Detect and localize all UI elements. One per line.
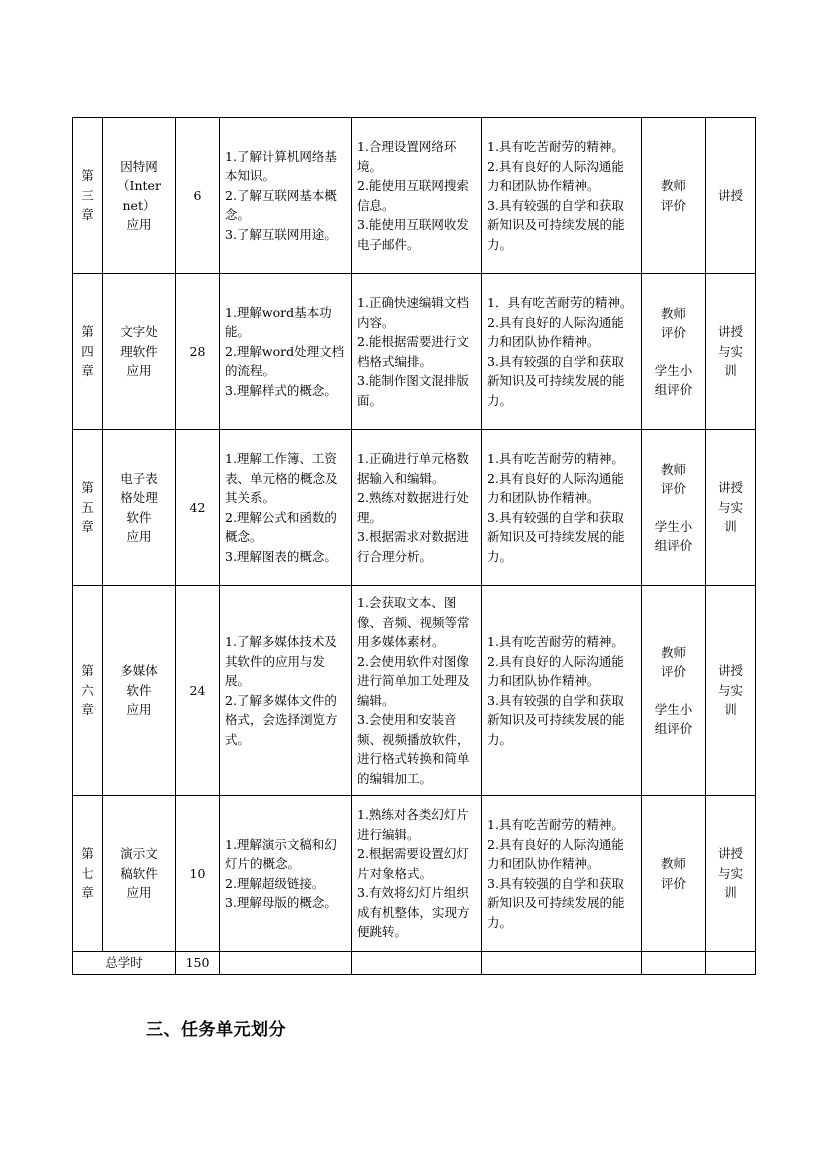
evaluation-line: 教师 (660, 178, 686, 193)
total-hours: 150 (176, 952, 220, 975)
knowledge-item: 3.了解互联网用途。 (225, 226, 337, 242)
knowledge-item: 2.理解超级链接。 (225, 875, 325, 891)
total-empty-cell (482, 952, 642, 975)
skill-goals (352, 118, 482, 274)
skill-item: 3.能制作图文混排版面。 (357, 373, 469, 408)
evaluation-line: 评价 (660, 197, 686, 213)
knowledge-goals (220, 430, 352, 586)
chapter-hours: 42 (176, 430, 220, 586)
method-line: 训 (724, 885, 737, 901)
knowledge-item: 3.理解样式的概念。 (225, 382, 337, 398)
total-empty-cell (352, 952, 482, 975)
evaluation-line: 教师 (660, 644, 686, 660)
method-line: 讲授 (717, 846, 743, 862)
quality-item: 1．具有吃苦耐劳的精神。 (487, 295, 633, 310)
knowledge-item: 2.理解word处理文档的流程。 (225, 343, 345, 379)
evaluation-line: 学生小 (654, 362, 693, 378)
chapter-name (103, 796, 176, 952)
teaching-method (706, 274, 756, 430)
chapter-name-line: 文字处 (120, 324, 158, 340)
evaluation-line: 组评价 (654, 382, 693, 397)
skill-item: 1.熟练对各类幻灯片进行编辑。 (357, 807, 469, 842)
quality-item: 3.具有较强的自学和获取新知识及可持续发展的能力。 (487, 692, 625, 747)
method-line: 训 (724, 702, 737, 718)
knowledge-item: 1.理解word基本功能。 (225, 304, 332, 340)
chapter-hours: 6 (176, 118, 220, 274)
quality-goals (482, 796, 642, 952)
line-gap (647, 499, 700, 517)
chapter-char: 四 (81, 343, 94, 359)
skill-item: 2.会使用软件对图像进行简单加工处理及编辑。 (357, 653, 470, 708)
knowledge-item: 2.了解多媒体文件的格式，会选择浏览方式。 (225, 692, 338, 747)
skill-goals (352, 274, 482, 430)
knowledge-item: 2.了解互联网基本概念。 (225, 187, 337, 223)
quality-goals (482, 586, 642, 796)
method-line: 讲授 (717, 480, 743, 496)
method-line: 讲授 (717, 324, 743, 340)
skill-item: 2.能根据需要进行文档格式编排。 (357, 334, 469, 369)
line-gap (647, 343, 700, 361)
chapter-char: 章 (81, 207, 94, 223)
evaluation-line: 评价 (660, 325, 686, 340)
chapter-char: 六 (81, 682, 94, 698)
chapter-char: 章 (81, 363, 94, 379)
total-empty-cell (706, 952, 756, 975)
skill-goals (352, 430, 482, 586)
method-line: 讲授 (717, 187, 743, 203)
teaching-method (706, 430, 756, 586)
table-body (73, 118, 756, 975)
quality-item: 1.具有吃苦耐劳的精神。 (487, 634, 624, 649)
chapter-row (73, 274, 756, 430)
quality-item: 1.具有吃苦耐劳的精神。 (487, 139, 624, 154)
chapter-number (73, 430, 103, 586)
evaluation-method (642, 118, 706, 274)
chapter-name-line: （Inter (117, 178, 161, 193)
chapter-char: 五 (81, 499, 94, 515)
method-line: 训 (724, 519, 737, 535)
section-heading: 三、任务单元划分 (146, 1020, 286, 1040)
total-empty-cell (220, 952, 352, 975)
chapter-char: 第 (81, 480, 94, 496)
knowledge-goals (220, 118, 352, 274)
skill-item: 2.熟练对数据进行处理。 (357, 490, 469, 525)
method-line: 与实 (717, 682, 743, 698)
chapter-name (103, 586, 176, 796)
total-label: 总学时 (73, 952, 176, 975)
chapter-char: 章 (81, 702, 94, 718)
chapter-number (73, 118, 103, 274)
chapter-name-line: net） (122, 197, 156, 213)
knowledge-goals (220, 796, 352, 952)
chapter-name-line: 电子表 (120, 470, 158, 486)
method-line: 与实 (717, 499, 743, 515)
evaluation-line: 教师 (660, 461, 686, 477)
evaluation-method (642, 796, 706, 952)
skill-goals (352, 796, 482, 952)
chapter-char: 第 (81, 168, 94, 184)
quality-item: 1.具有吃苦耐劳的精神。 (487, 817, 624, 832)
skill-item: 1.合理设置网络环境。 (357, 139, 457, 174)
skill-item: 3.能使用互联网收发电子邮件。 (357, 217, 469, 252)
chapter-name-line: 应用 (126, 885, 152, 901)
quality-item: 2.具有良好的人际沟通能力和团队协作精神。 (487, 470, 624, 505)
quality-item: 3.具有较强的自学和获取新知识及可持续发展的能力。 (487, 509, 625, 564)
chapter-name-line: 应用 (126, 702, 152, 718)
chapter-name-line: 多媒体 (120, 663, 158, 679)
chapter-number (73, 796, 103, 952)
quality-goals (482, 118, 642, 274)
quality-goals (482, 274, 642, 430)
quality-item: 2.具有良好的人际沟通能力和团队协作精神。 (487, 653, 624, 688)
evaluation-line: 教师 (660, 856, 686, 871)
teaching-method (706, 586, 756, 796)
chapter-name-line: 演示文 (120, 846, 158, 862)
skill-item: 1.会获取文本、图像、音频、视频等常用多媒体素材。 (357, 595, 470, 649)
chapter-char: 第 (81, 663, 94, 679)
skill-item: 3.会使用和安装音频、视频播放软件，进行格式转换和简单的编辑加工。 (357, 712, 470, 786)
line-gap (647, 682, 700, 700)
skill-item: 3.有效将幻灯片组织成有机整体，实现方便跳转。 (357, 885, 470, 940)
method-line: 讲授 (717, 663, 743, 679)
method-line: 与实 (717, 865, 743, 881)
chapter-row (73, 118, 756, 274)
quality-item: 3.具有较强的自学和获取新知识及可持续发展的能力。 (487, 197, 625, 252)
quality-item: 2.具有良好的人际沟通能力和团队协作精神。 (487, 158, 624, 193)
knowledge-goals (220, 586, 352, 796)
method-line: 与实 (717, 343, 743, 359)
chapter-row (73, 586, 756, 796)
method-line: 训 (724, 363, 737, 379)
knowledge-item: 2.理解公式和函数的概念。 (225, 509, 337, 544)
quality-item: 1.具有吃苦耐劳的精神。 (487, 451, 624, 466)
knowledge-goals (220, 274, 352, 430)
quality-item: 2.具有良好的人际沟通能力和团队协作精神。 (487, 836, 624, 871)
chapter-char: 第 (81, 846, 94, 862)
evaluation-line: 评价 (660, 875, 686, 891)
skill-item: 2.能使用互联网搜索信息。 (357, 178, 469, 213)
chapter-name (103, 274, 176, 430)
syllabus-table (72, 117, 756, 975)
total-row (73, 952, 756, 975)
teaching-method (706, 796, 756, 952)
skill-item: 1.正确进行单元格数据输入和编辑。 (357, 451, 469, 486)
quality-goals (482, 430, 642, 586)
skill-item: 2.根据需要设置幻灯片对象格式。 (357, 846, 469, 881)
chapter-name-line: 因特网 (120, 158, 158, 174)
evaluation-line: 组评价 (654, 721, 693, 736)
teaching-method (706, 118, 756, 274)
knowledge-item: 3.理解图表的概念。 (225, 548, 337, 564)
evaluation-line: 学生小 (654, 518, 693, 534)
skill-item: 1.正确快速编辑文档内容。 (357, 295, 469, 330)
skill-goals (352, 586, 482, 796)
chapter-name-line: 应用 (126, 363, 152, 379)
evaluation-method (642, 586, 706, 796)
chapter-name-line: 稿软件 (120, 865, 158, 881)
chapter-char: 七 (81, 865, 94, 881)
chapter-name (103, 430, 176, 586)
knowledge-item: 1.理解演示文稿和幻灯片的概念。 (225, 836, 337, 871)
chapter-name-line: 应用 (126, 217, 152, 232)
chapter-number (73, 274, 103, 430)
evaluation-line: 组评价 (654, 538, 693, 553)
quality-item: 3.具有较强的自学和获取新知识及可持续发展的能力。 (487, 875, 625, 930)
chapter-name (103, 118, 176, 274)
evaluation-method (642, 430, 706, 586)
quality-item: 3.具有较强的自学和获取新知识及可持续发展的能力。 (487, 353, 625, 408)
evaluation-line: 教师 (660, 305, 686, 321)
chapter-number (73, 586, 103, 796)
evaluation-method (642, 274, 706, 430)
knowledge-item: 1.理解工作簿、工资表、单元格的概念及其关系。 (225, 451, 338, 505)
total-empty-cell (642, 952, 706, 975)
knowledge-item: 3.理解母版的概念。 (225, 895, 337, 910)
chapter-row (73, 430, 756, 586)
chapter-hours: 24 (176, 586, 220, 796)
knowledge-item: 1.了解计算机网络基本知识。 (225, 148, 337, 184)
chapter-char: 章 (81, 885, 94, 901)
chapter-hours: 10 (176, 796, 220, 952)
evaluation-line: 评价 (660, 664, 686, 679)
chapter-name-line: 应用 (126, 529, 152, 544)
chapter-name-line: 软件 (126, 682, 152, 698)
chapter-name-line: 理软件 (120, 343, 158, 359)
evaluation-line: 评价 (660, 481, 686, 496)
chapter-char: 章 (81, 519, 94, 535)
chapter-row (73, 796, 756, 952)
chapter-name-line: 格处理 (120, 490, 158, 505)
knowledge-item: 1.了解多媒体技术及其软件的应用与发展。 (225, 634, 337, 688)
chapter-char: 第 (81, 324, 94, 340)
chapter-name-line: 软件 (126, 509, 152, 525)
chapter-char: 三 (81, 187, 94, 203)
skill-item: 3.根据需求对数据进行合理分析。 (357, 529, 469, 564)
quality-item: 2.具有良好的人际沟通能力和团队协作精神。 (487, 314, 624, 349)
chapter-hours: 28 (176, 274, 220, 430)
evaluation-line: 学生小 (654, 701, 693, 717)
